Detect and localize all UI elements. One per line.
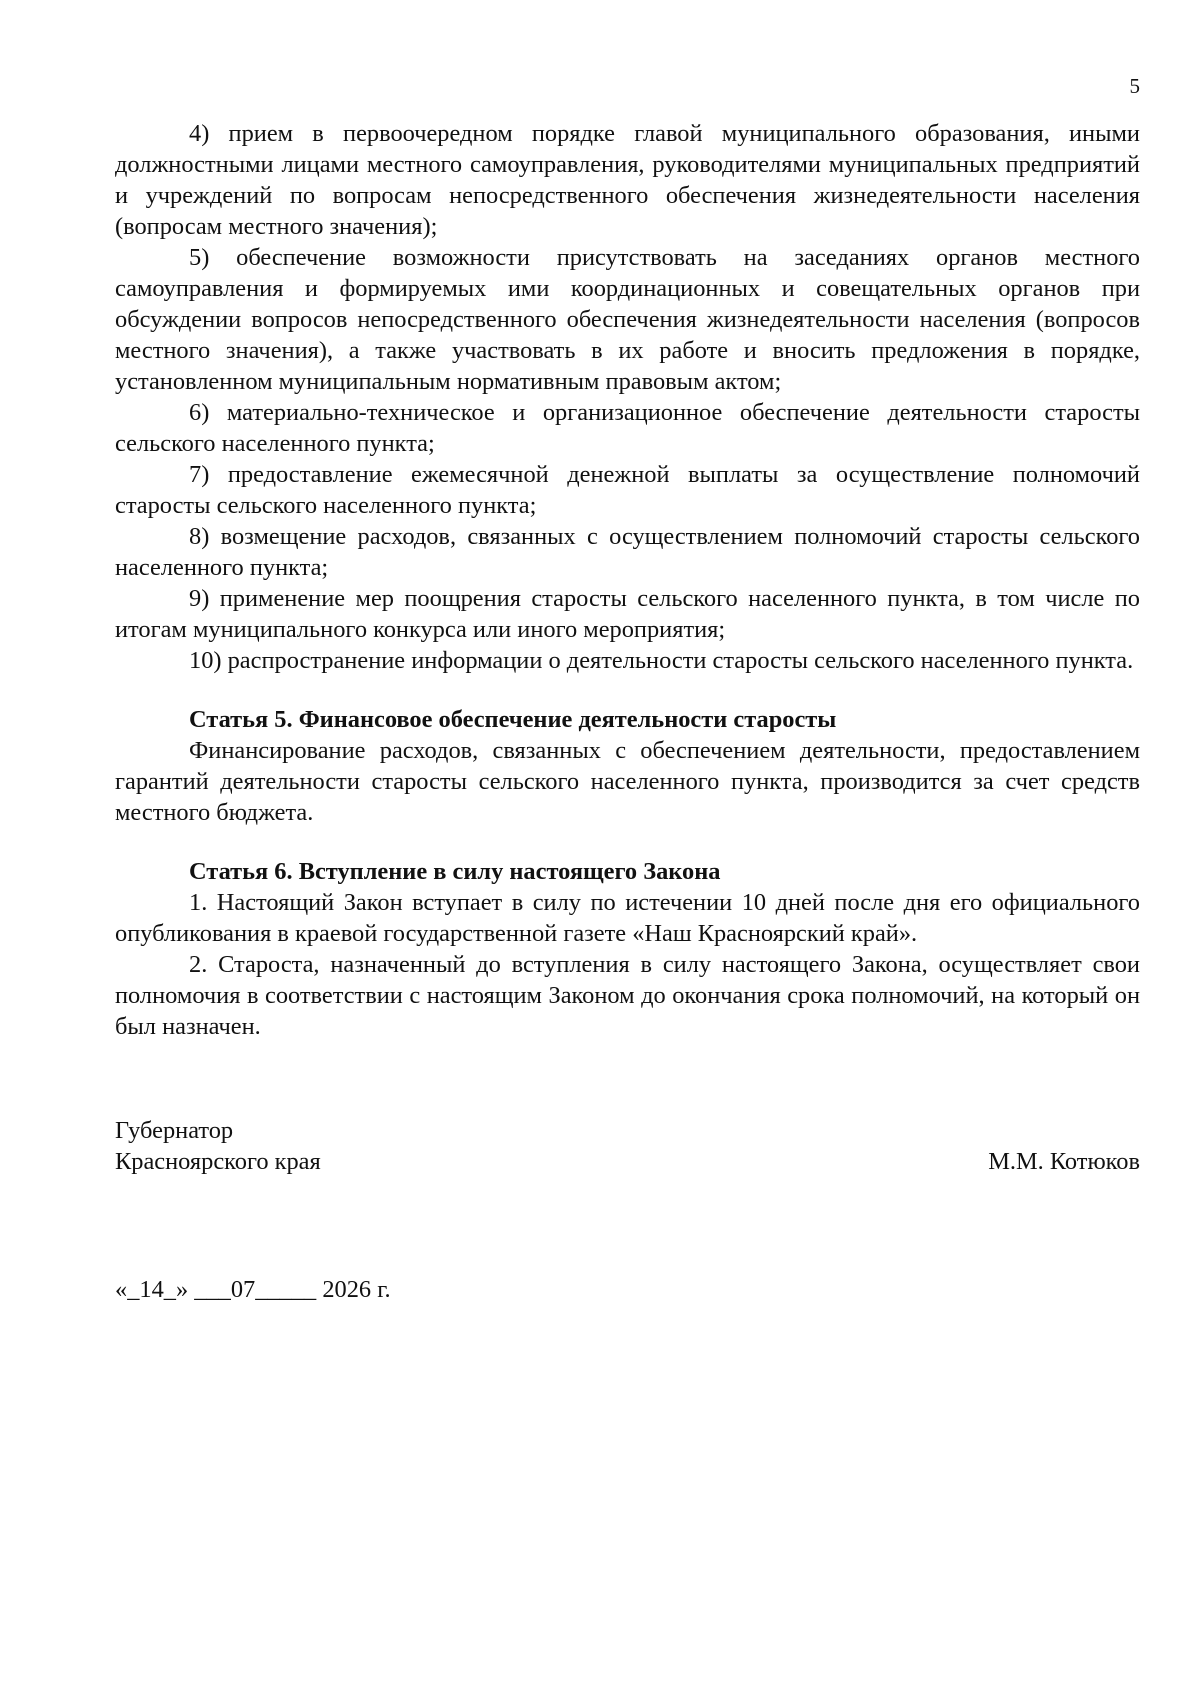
signature-row xyxy=(115,1146,1140,1177)
signatory-position-line-1: Губернатор xyxy=(115,1117,234,1144)
article-6-title: Статья 6. Вступление в силу настоящего Закона xyxy=(189,858,721,885)
signatory-position-line-2: Красноярского края xyxy=(115,1148,321,1175)
list-item-8: 8) возмещение расходов, связанных с осуществлением полномочий старосты сельского населенного пункта; xyxy=(115,523,1140,581)
list-item-5: 5) обеспечение возможности присутствовать на заседаниях органов местного самоуправления и формируемых ими координационных и совещательных органов при обсуждении вопросов непосредственного обеспечения жизнедеятельности населения (вопросов местного значения), а также участвовать в их работе и вносить предложения в порядке, установленном муниципальным нормативным правовым актом; xyxy=(115,244,1140,395)
list-item-4: 4) прием в первоочередном порядке главой муниципального образования, иными должностными лицами местного самоуправления, руководителями муниципальных предприятий и учреждений по вопросам непосредственного обеспечения жизнедеятельности населения (вопросам местного значения); xyxy=(115,120,1140,240)
page-number: 5 xyxy=(1129,74,1140,98)
list-item-7: 7) предоставление ежемесячной денежной выплаты за осуществление полномочий старосты сельского населенного пункта; xyxy=(115,461,1140,519)
signing-date: «_14_» ___07_____ 2026 г. xyxy=(115,1276,391,1303)
article-6-paragraph-2: 2. Староста, назначенный до вступления в силу настоящего Закона, осуществляет свои полномочия в соответствии с настоящим Законом до окончания срока полномочий, на который он был назначен. xyxy=(115,951,1140,1040)
list-item-10: 10) распространение информации о деятельности старосты сельского населенного пункта. xyxy=(189,647,1134,674)
article-6-paragraph-1: 1. Настоящий Закон вступает в силу по истечении 10 дней после дня его официального опубликования в краевой государственной газете «Наш Красноярский край». xyxy=(115,889,1140,947)
spacer xyxy=(115,676,1140,704)
list-item-9: 9) применение мер поощрения старосты сельского населенного пункта, в том числе по итогам муниципального конкурса или иного мероприятия; xyxy=(115,585,1140,643)
list-item-6: 6) материально-техническое и организационное обеспечение деятельности старосты сельского населенного пункта; xyxy=(115,399,1140,457)
spacer xyxy=(115,828,1140,856)
document-body xyxy=(115,118,1140,1042)
signature-block xyxy=(115,1115,1140,1177)
article-5-text: Финансирование расходов, связанных с обеспечением деятельности, предоставлением гарантий деятельности старосты сельского населенного пункта, производится за счет средств местного бюджета. xyxy=(115,737,1140,826)
signatory-name: М.М. Котюков xyxy=(988,1148,1140,1175)
article-5-title: Статья 5. Финансовое обеспечение деятельности старосты xyxy=(189,706,837,733)
